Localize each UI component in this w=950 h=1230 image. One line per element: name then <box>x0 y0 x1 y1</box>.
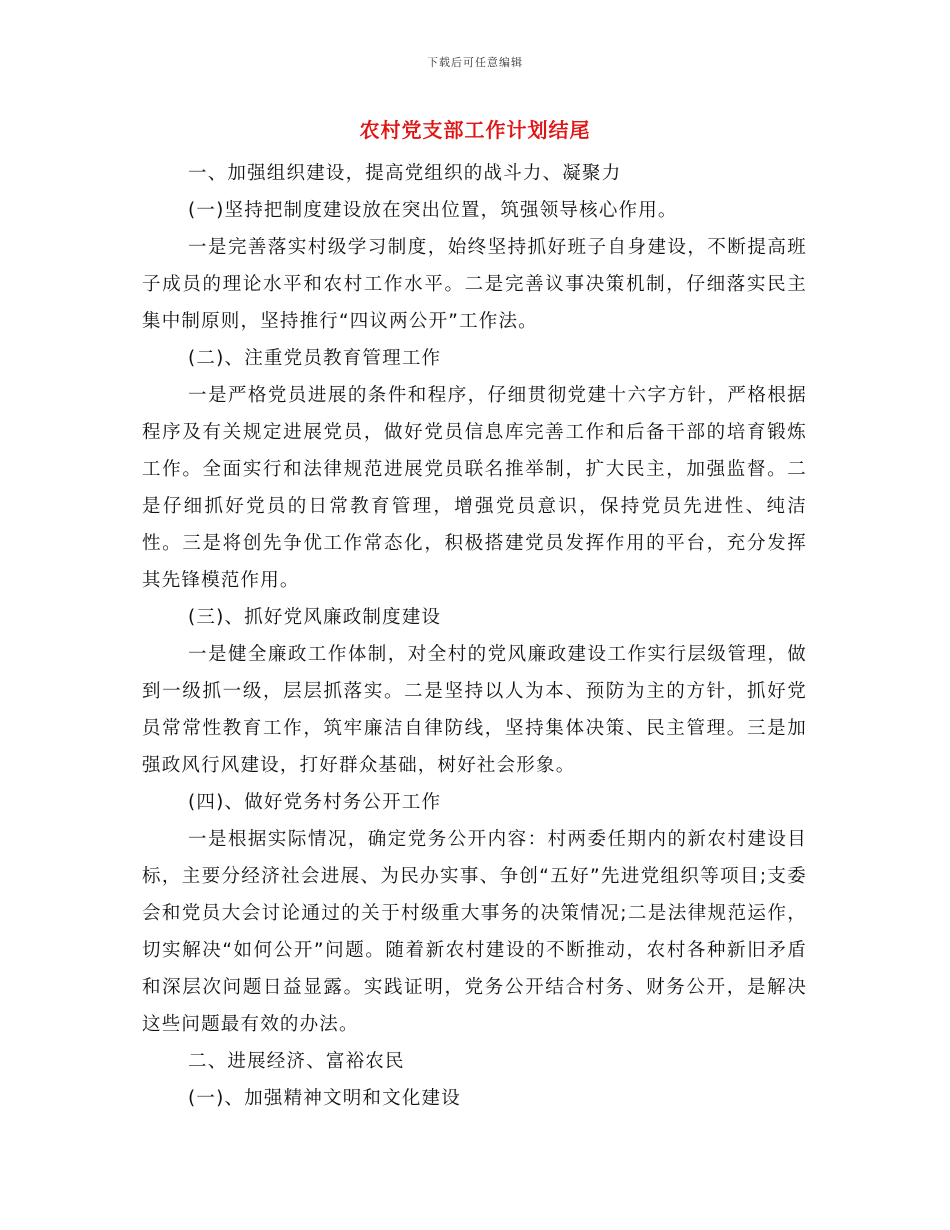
subsection-heading: (三)、抓好党风廉政制度建设 <box>188 607 442 628</box>
subsection-heading: (四)、做好党务村务公开工作 <box>188 792 442 813</box>
document-body <box>142 155 807 1117</box>
section-heading: 一、加强组织建设，提高党组织的战斗力、凝聚力 <box>188 163 622 184</box>
body-paragraph: 一是根据实际情况，确定党务公开内容：村两委任期内的新农村建设目标，主要分经济社会进展、为民办实事、争创“五好”先进党组织等项目;支委会和党员大会讨论通过的关于村级重大事务的决策情况;二是法律规范运作，切实解决“如何公开”问题。随着新农村建设的不断推动，农村各种新旧矛盾和深层次问题日益显露。实践证明，党务公开结合村务、财务公开，是解决这些问题最有效的办法。 <box>142 829 807 1035</box>
body-paragraph: 一是健全廉政工作体制，对全村的党风廉政建设工作实行层级管理，做到一级抓一级，层层抓落实。二是坚持以人为本、预防为主的方针，抓好党员常常性教育工作，筑牢廉洁自律防线，坚持集体决策、民主管理。三是加强政风行风建设，打好群众基础，树好社会形象。 <box>142 644 807 776</box>
body-paragraph: 一是完善落实村级学习制度，始终坚持抓好班子自身建设，不断提高班子成员的理论水平和农村工作水平。二是完善议事决策机制，仔细落实民主集中制原则，坚持推行“四议两公开”工作法。 <box>142 237 807 332</box>
subsection-heading: (一)坚持把制度建设放在突出位置，筑强领导核心作用。 <box>188 200 678 221</box>
document-title: 农村党支部工作计划结尾 <box>359 118 591 142</box>
header-note: 下载后可任意编辑 <box>427 56 523 69</box>
subsection-heading: (一)、加强精神文明和文化建设 <box>188 1088 461 1109</box>
section-heading: 二、进展经济、富裕农民 <box>188 1051 405 1072</box>
subsection-heading: (二)、注重党员教育管理工作 <box>188 348 442 369</box>
body-paragraph: 一是严格党员进展的条件和程序，仔细贯彻党建十六字方针，严格根据程序及有关规定进展党员，做好党员信息库完善工作和后备干部的培育锻炼工作。全面实行和法律规范进展党员联名推举制，扩大民主，加强监督。二是仔细抓好党员的日常教育管理，增强党员意识，保持党员先进性、纯洁性。三是将创先争优工作常态化，积极搭建党员发挥作用的平台，充分发挥其先锋模范作用。 <box>142 385 807 591</box>
